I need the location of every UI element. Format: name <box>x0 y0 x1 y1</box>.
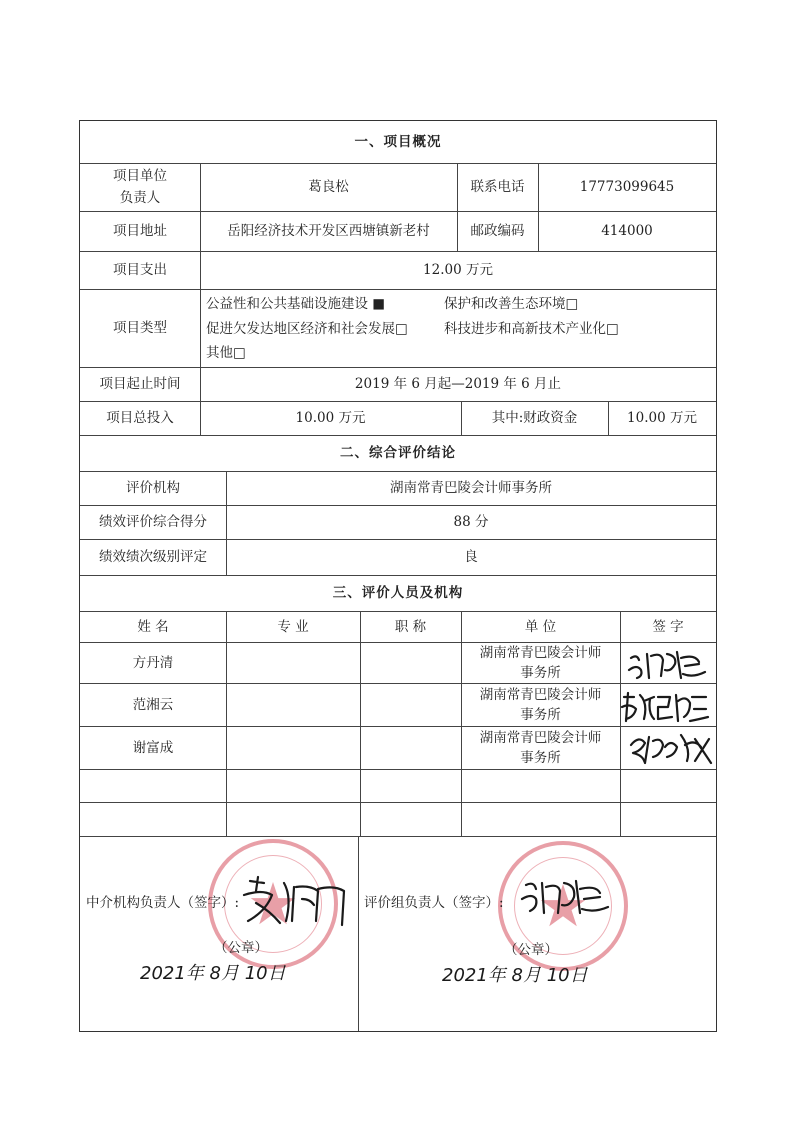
fiscal-value: 10.00 万元 <box>627 410 697 426</box>
period-value: 2019 年 6 月起—2019 年 6 月止 <box>354 376 562 392</box>
expense-label: 项目支出 <box>113 262 167 278</box>
type-option: 其他□ <box>206 345 246 361</box>
type-label: 项目类型 <box>113 320 167 336</box>
star-icon: ★ <box>537 872 589 940</box>
group-seal-label: （公章） <box>504 942 558 958</box>
col-divider <box>358 836 359 1031</box>
postcode-value: 414000 <box>601 223 653 239</box>
type-option: 促进欠发达地区经济和社会发展□ <box>206 321 408 337</box>
postcode-label: 邮政编码 <box>470 223 525 239</box>
score-label: 绩效评价综合得分 <box>99 514 207 530</box>
phone-label: 联系电话 <box>470 179 525 195</box>
group-leader-label: 评价组负责人（签字）: <box>364 895 504 911</box>
section-title: 二、综合评价结论 <box>340 445 456 461</box>
agency-seal-label: （公章） <box>214 940 268 956</box>
group-leader-signature <box>518 875 614 923</box>
member-unit <box>461 642 620 683</box>
group-date: 2021年 8月 10日 <box>442 965 588 986</box>
type-option: 公益性和公共基础设施建设 ■ <box>206 296 386 312</box>
row-divider <box>80 836 716 837</box>
unit-line: 事务所 <box>520 664 561 681</box>
member-name: 方丹清 <box>132 654 174 671</box>
fiscal-label: 其中:财政资金 <box>491 410 578 426</box>
agency-date: 2021年 8月 10日 <box>140 963 286 984</box>
grade-label: 绩效绩次级别评定 <box>99 549 207 565</box>
member-signature <box>620 687 712 725</box>
address-label: 项目地址 <box>113 223 167 239</box>
org-value: 湖南常青巴陵会计师事务所 <box>390 480 552 496</box>
investment-label: 项目总投入 <box>106 410 174 426</box>
header-unit: 单 位 <box>524 618 557 635</box>
member-unit <box>461 683 620 726</box>
star-icon: ★ <box>247 870 299 938</box>
header-signature: 签 字 <box>652 618 684 635</box>
label-line: 项目单位 <box>113 168 167 184</box>
type-option: 保护和改善生态环境□ <box>444 296 579 312</box>
unit-line: 事务所 <box>520 749 561 766</box>
unit-leader-value: 葛良松 <box>308 179 349 195</box>
unit-line: 湖南常青巴陵会计师 <box>479 729 602 746</box>
member-name: 谢富成 <box>132 739 174 756</box>
section-title: 一、项目概况 <box>354 134 442 150</box>
expense-value: 12.00 万元 <box>423 262 493 278</box>
section-title: 三、评价人员及机构 <box>332 585 464 601</box>
label-line: 负责人 <box>119 190 161 206</box>
header-title: 职 称 <box>394 618 427 635</box>
investment-value: 10.00 万元 <box>295 410 366 426</box>
evaluation-form <box>79 120 717 1032</box>
agency-leader-signature <box>240 873 358 929</box>
org-label: 评价机构 <box>126 480 180 496</box>
col-divider <box>360 611 361 836</box>
member-signature <box>625 646 713 682</box>
header-name: 姓 名 <box>137 618 169 635</box>
type-option: 科技进步和高新技术产业化□ <box>444 321 619 337</box>
unit-line: 事务所 <box>520 706 561 723</box>
col-divider <box>226 611 227 836</box>
address-value: 岳阳经济技术开发区西塘镇新老村 <box>227 223 430 239</box>
phone-value: 17773099645 <box>579 179 675 195</box>
header-specialty: 专 业 <box>277 618 309 635</box>
member-name: 范湘云 <box>132 696 174 713</box>
member-signature <box>625 729 715 767</box>
member-unit <box>461 726 620 769</box>
agency-leader-label: 中介机构负责人（签字）: <box>86 895 240 911</box>
period-label: 项目起止时间 <box>99 376 181 392</box>
score-value: 88 分 <box>453 514 489 530</box>
unit-leader-label <box>80 163 200 211</box>
unit-line: 湖南常青巴陵会计师 <box>479 686 602 703</box>
grade-value: 良 <box>464 549 478 565</box>
unit-line: 湖南常青巴陵会计师 <box>479 644 602 661</box>
